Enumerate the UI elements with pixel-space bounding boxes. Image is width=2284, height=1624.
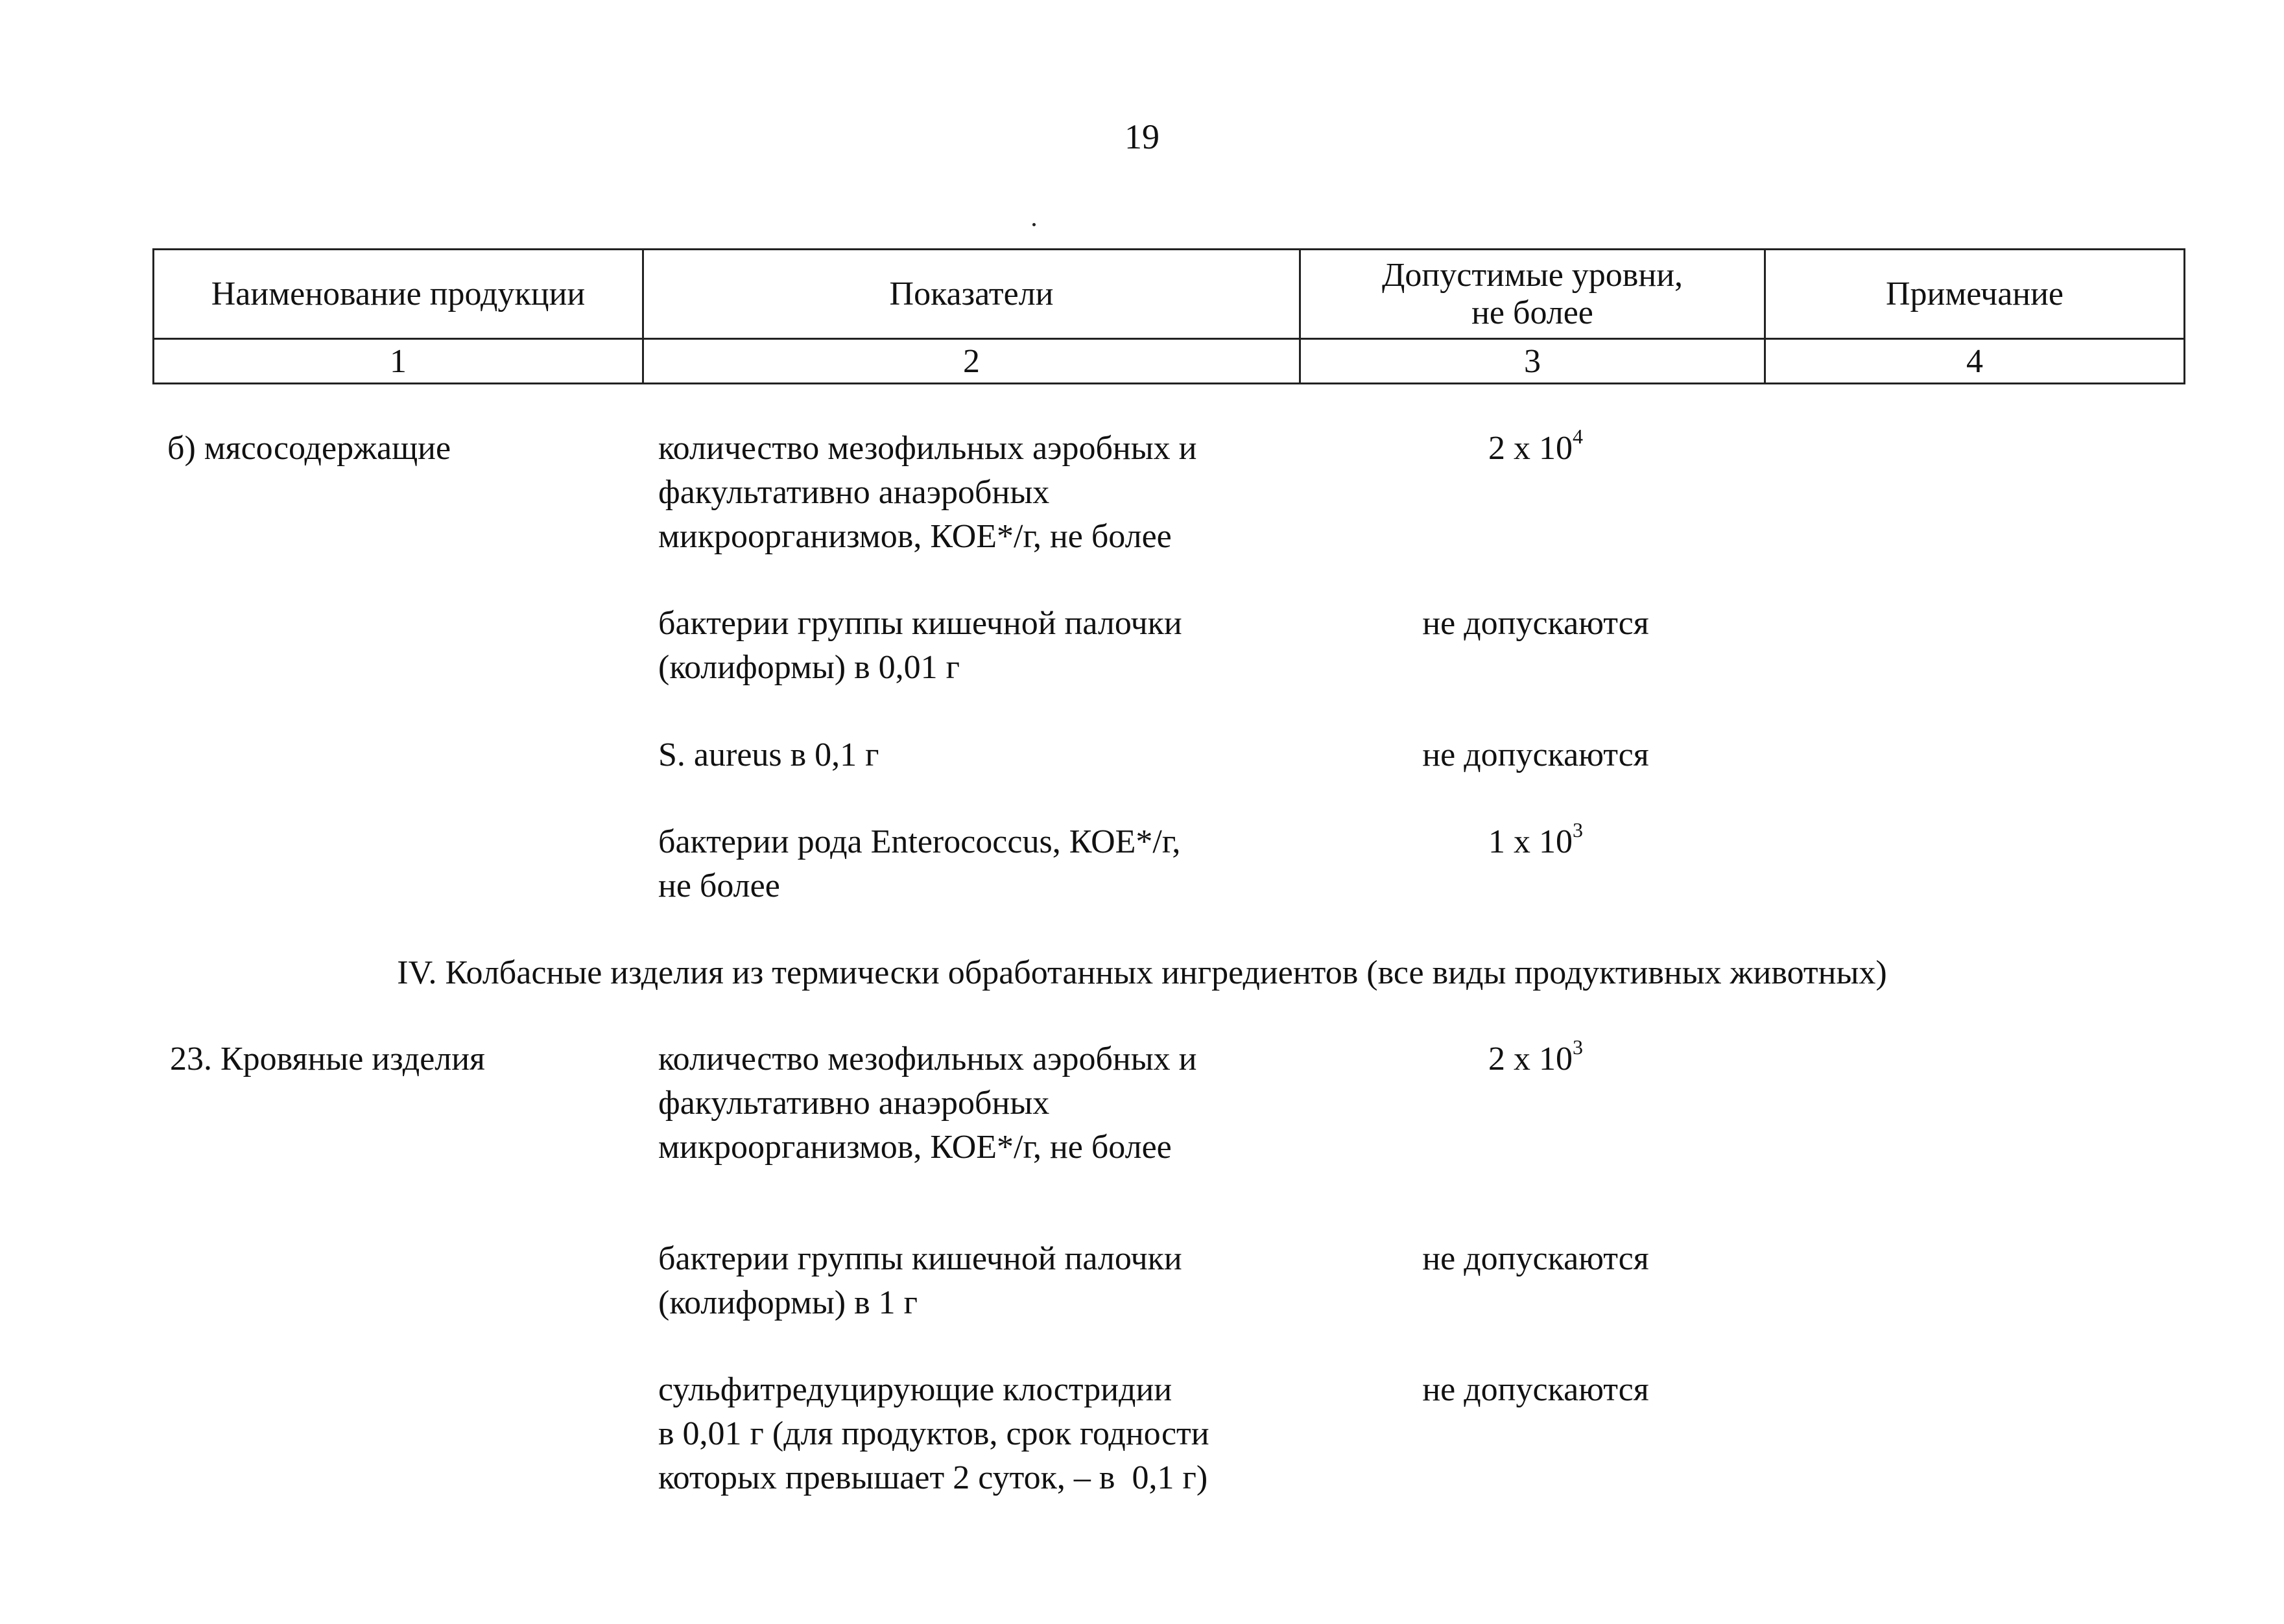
indicator-line: сульфитредуцирующие клостридии <box>658 1371 1172 1408</box>
indicator-line: (колиформы) в 1 г <box>658 1284 918 1321</box>
header-allowed-levels-line1: Допустимые уровни, <box>1381 256 1683 294</box>
indicator-line: (колиформы) в 0,01 г <box>658 649 960 686</box>
stray-dot <box>1032 223 1036 226</box>
allowed-value: не допускаются <box>1422 605 1649 642</box>
header-product-name: Наименование продукции <box>211 275 586 312</box>
value-base: 1 x 10 <box>1488 823 1573 860</box>
product-name: 23. Кровяные изделия <box>170 1041 485 1077</box>
table-header <box>152 248 2185 384</box>
value-exponent: 3 <box>1573 818 1583 841</box>
indicator-line: S. aureus в 0,1 г <box>658 736 879 773</box>
header-number-4: 4 <box>1966 342 1983 380</box>
header-number-3: 3 <box>1524 342 1541 380</box>
page-number: 19 <box>1124 117 1160 156</box>
header-number-1: 1 <box>390 342 407 380</box>
indicator-line: факультативно анаэробных <box>658 1085 1050 1122</box>
allowed-value: не допускаются <box>1422 1240 1649 1277</box>
header-indicators: Показатели <box>889 275 1054 312</box>
indicator-line: бактерии рода Enterococcus, КОЕ*/г, <box>658 823 1181 860</box>
indicator-line: количество мезофильных аэробных и <box>658 1041 1197 1077</box>
allowed-value <box>1341 820 1730 864</box>
value-base: 2 x 10 <box>1488 1041 1573 1077</box>
indicator-line: которых превышает 2 суток, – в 0,1 г) <box>658 1459 1208 1496</box>
allowed-value <box>1341 427 1730 471</box>
allowed-value <box>1341 1037 1730 1081</box>
value-base: 2 x 10 <box>1488 430 1573 467</box>
header-allowed-levels-line2: не более <box>1471 294 1593 331</box>
indicator-line: не более <box>658 867 780 904</box>
allowed-value: не допускаются <box>1422 736 1649 773</box>
indicator-line: факультативно анаэробных <box>658 474 1050 511</box>
indicator-line: микроорганизмов, КОЕ*/г, не более <box>658 518 1172 555</box>
header-number-2: 2 <box>963 342 980 380</box>
allowed-value: не допускаются <box>1422 1371 1649 1408</box>
indicator-line: микроорганизмов, КОЕ*/г, не более <box>658 1129 1172 1166</box>
indicator-line: бактерии группы кишечной палочки <box>658 1240 1182 1277</box>
indicator-line: количество мезофильных аэробных и <box>658 430 1197 467</box>
value-exponent: 4 <box>1573 425 1583 448</box>
section-heading: IV. Колбасные изделия из термически обработанных ингредиентов (все виды продуктивных животных) <box>397 954 1887 991</box>
header-note: Примечание <box>1885 275 2064 312</box>
product-name: б) мясосодержащие <box>167 430 451 467</box>
indicator-line: бактерии группы кишечной палочки <box>658 605 1182 642</box>
value-exponent: 3 <box>1573 1035 1583 1059</box>
indicator-line: в 0,01 г (для продуктов, срок годности <box>658 1415 1209 1452</box>
header-allowed-levels <box>1301 250 1764 338</box>
